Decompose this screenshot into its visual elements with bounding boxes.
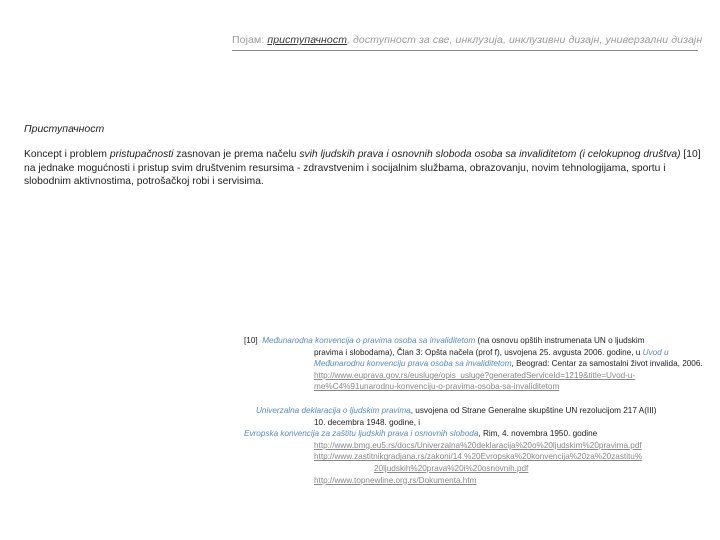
- reference-10: [244, 335, 704, 347]
- ref-line: [244, 405, 704, 417]
- body-term: pristupačnosti: [109, 149, 174, 160]
- ref-title-link[interactable]: Međunarodna konvencija o pravima osoba sa invaliditetom: [262, 336, 476, 345]
- ref-line: [244, 428, 704, 440]
- ref-number: [10]: [244, 336, 258, 345]
- body-principle: svih ljudskih prava i osnovnih sloboda osoba sa invaliditetom (i celokupnog društva): [299, 149, 681, 160]
- ref-url[interactable]: http://www.euprava.gov.rs/eusluge/opis_usluge?generatedServiceId=1219&title=Uvod-u-: [314, 370, 636, 380]
- body-text-1: Koncept i problem: [24, 149, 110, 160]
- ref-url[interactable]: 20ljudskih%20prava%20i%20osnovnih.pdf: [374, 463, 529, 473]
- section-title: Приступачност: [24, 123, 105, 135]
- header-lead: Појам:: [232, 34, 268, 46]
- ref-line: [244, 417, 704, 429]
- ref-line: [244, 370, 704, 382]
- ref-text: , Rim, 4. novembra 1950. godine: [478, 429, 598, 439]
- ref-line: [244, 347, 704, 359]
- ref-text: (na osnovu opštih instrumenata UN o ljudskim: [475, 336, 645, 345]
- ref-url[interactable]: http://www.zastitnikgradjana.rs/zakoni/14.%20Evropska%20konvencija%20za%20zastitu%: [314, 452, 643, 462]
- ref-line: [244, 381, 704, 393]
- page-header: [232, 34, 703, 51]
- ref-text: 10. decembra 1948. godine, i: [314, 417, 421, 427]
- ref-link[interactable]: Univerzalna deklaracija o ljudskim pravima: [256, 405, 411, 415]
- ref-link[interactable]: Međunarodnu konvenciju prava osoba sa invaliditetom: [314, 359, 512, 369]
- ref-url[interactable]: me%C4%91unarodnu-konvenciju-o-pravima-osoba-sa-invaliditetom: [314, 382, 560, 392]
- header-current-term[interactable]: приступачност: [267, 34, 347, 46]
- ref-text: , Beograd: Centar za samostalni život invalida, 2006.: [511, 359, 703, 369]
- ref-line: [244, 451, 704, 463]
- body-paragraph: [24, 148, 704, 189]
- ref-url[interactable]: http://www.bmg.eu5.rs/docs/Univerzalna%20deklaracija%20o%20ljudskim%20pravima.pdf: [314, 440, 642, 450]
- header-rest: , доступност за све, инклузија, инклузивни дизајн, универзални дизајн: [346, 34, 703, 46]
- ref-line: [244, 358, 704, 370]
- body-text-2: zasnovan je prema načelu: [173, 149, 300, 160]
- ref-line: [244, 463, 704, 475]
- ref-link[interactable]: Evropska konvencija za zaštitu ljudskih prava i osnovnih sloboda: [244, 429, 479, 439]
- ref-line: [244, 475, 704, 487]
- references: [244, 335, 704, 486]
- ref-line: [244, 440, 704, 452]
- body-text-3: [10] na jednake mogućnosti i pristup svim društvenim resursima - zdravstvenim i socijalnim službama, obrazovanju, novim tehnologijama, sportu i slobodnim aktivnostima, potrošačkoj robi i servisima.: [24, 149, 701, 188]
- ref-text: , usvojena od Strane Generalne skupštine UN rezolucijom 217 A(III): [410, 405, 657, 415]
- ref-text: pravima i slobodama), Član 3: Opšta načela (prof f), usvojena 25. avgusta 2006. godine, u: [314, 347, 643, 357]
- ref-link[interactable]: Uvod u: [642, 347, 669, 357]
- ref-url[interactable]: http://www.topnewline.org.rs/Dokumenta.htm: [314, 475, 477, 485]
